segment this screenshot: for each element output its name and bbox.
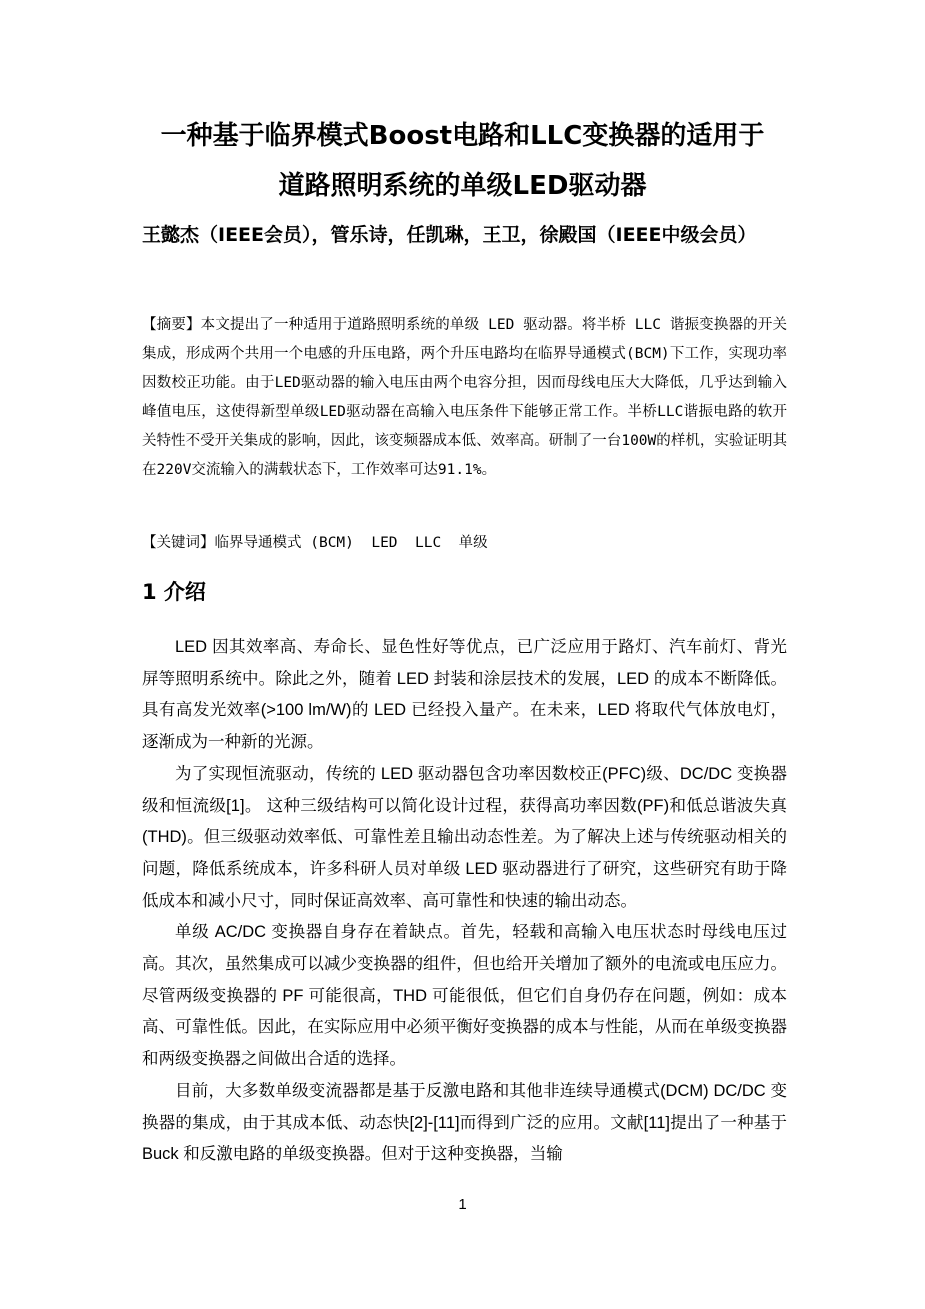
- title-line-1: 一种基于临界模式Boost电路和LLC变换器的适用于: [160, 121, 765, 151]
- body-text: [142, 632, 787, 1171]
- title-line-2: 道路照明系统的单级LED驱动器: [278, 171, 647, 201]
- abstract-label: 【摘要】: [142, 317, 201, 333]
- keywords: [142, 529, 787, 558]
- keywords-text: 临界导通模式 (BCM) LED LLC 单级: [214, 535, 488, 551]
- keywords-label: 【关键词】: [142, 535, 215, 551]
- page-number: 1: [458, 1196, 467, 1213]
- paragraph: 单级 AC/DC 变换器自身存在着缺点。首先，轻载和高输入电压状态时母线电压过高。其次，虽然集成可以减少变换器的组件，但也给开关增加了额外的电流或电压应力。尽管两级变换器的 PF 可能很高，THD 可能很低，但它们自身仍存在问题，例如：成本高、可靠性低。因此，在实际应用中必须平衡好变换器的成本与性能，从而在单级变换器和两级变换器之间做出合适的选择。: [142, 923, 787, 1069]
- abstract-text: 本文提出了一种适用于道路照明系统的单级 LED 驱动器。将半桥 LLC 谐振变换器的开关集成，形成两个共用一个电感的升压电路，两个升压电路均在临界导通模式(BCM)下工作，实现功率因数校正功能。由于LED驱动器的输入电压由两个电容分担，因而母线电压大大降低，几乎达到输入峰值电压，这使得新型单级LED驱动器在高输入电压条件下能够正常工作。半桥LLC谐振电路的软开关特性不受开关集成的影响，因此，该变频器成本低、效率高。研制了一台100W的样机，实验证明其在220V交流输入的满载状态下，工作效率可达91.1%。: [142, 317, 787, 478]
- abstract: [142, 311, 787, 485]
- paragraph: 为了实现恒流驱动，传统的 LED 驱动器包含功率因数校正(PFC)级、DC/DC 变换器级和恒流级[1]。 这种三级结构可以简化设计过程，获得高功率因数(PF)和低总谐波失真(THD)。但三级驱动效率低、可靠性差且输出动态性差。为了解决上述与传统驱动相关的问题，降低系统成本，许多科研人员对单级 LED 驱动器进行了研究，这些研究有助于降低成本和减小尺寸，同时保证高效率、高可靠性和快速的输出动态。: [142, 764, 787, 910]
- paragraph: 目前，大多数单级变流器都是基于反激电路和其他非连续导通模式(DCM) DC/DC 变换器的集成，由于其成本低、动态快[2]-[11]而得到广泛的应用。文献[11]提出了一种基于 Buck 和反激电路的单级变换器。但对于这种变换器，当输: [142, 1081, 787, 1164]
- paper-title: [100, 111, 825, 211]
- section-heading-introduction: 1 介绍: [142, 580, 206, 604]
- author-list: 王懿杰（IEEE会员），管乐诗，任凯琳，王卫，徐殿国（IEEE中级会员）: [142, 224, 757, 246]
- paragraph: LED 因其效率高、寿命长、显色性好等优点，已广泛应用于路灯、汽车前灯、背光屏等照明系统中。除此之外，随着 LED 封装和涂层技术的发展，LED 的成本不断降低。具有高发光效率(>100 lm/W)的 LED 已经投入量产。在未来，LED 将取代气体放电灯，逐渐成为一种新的光源。: [142, 638, 787, 752]
